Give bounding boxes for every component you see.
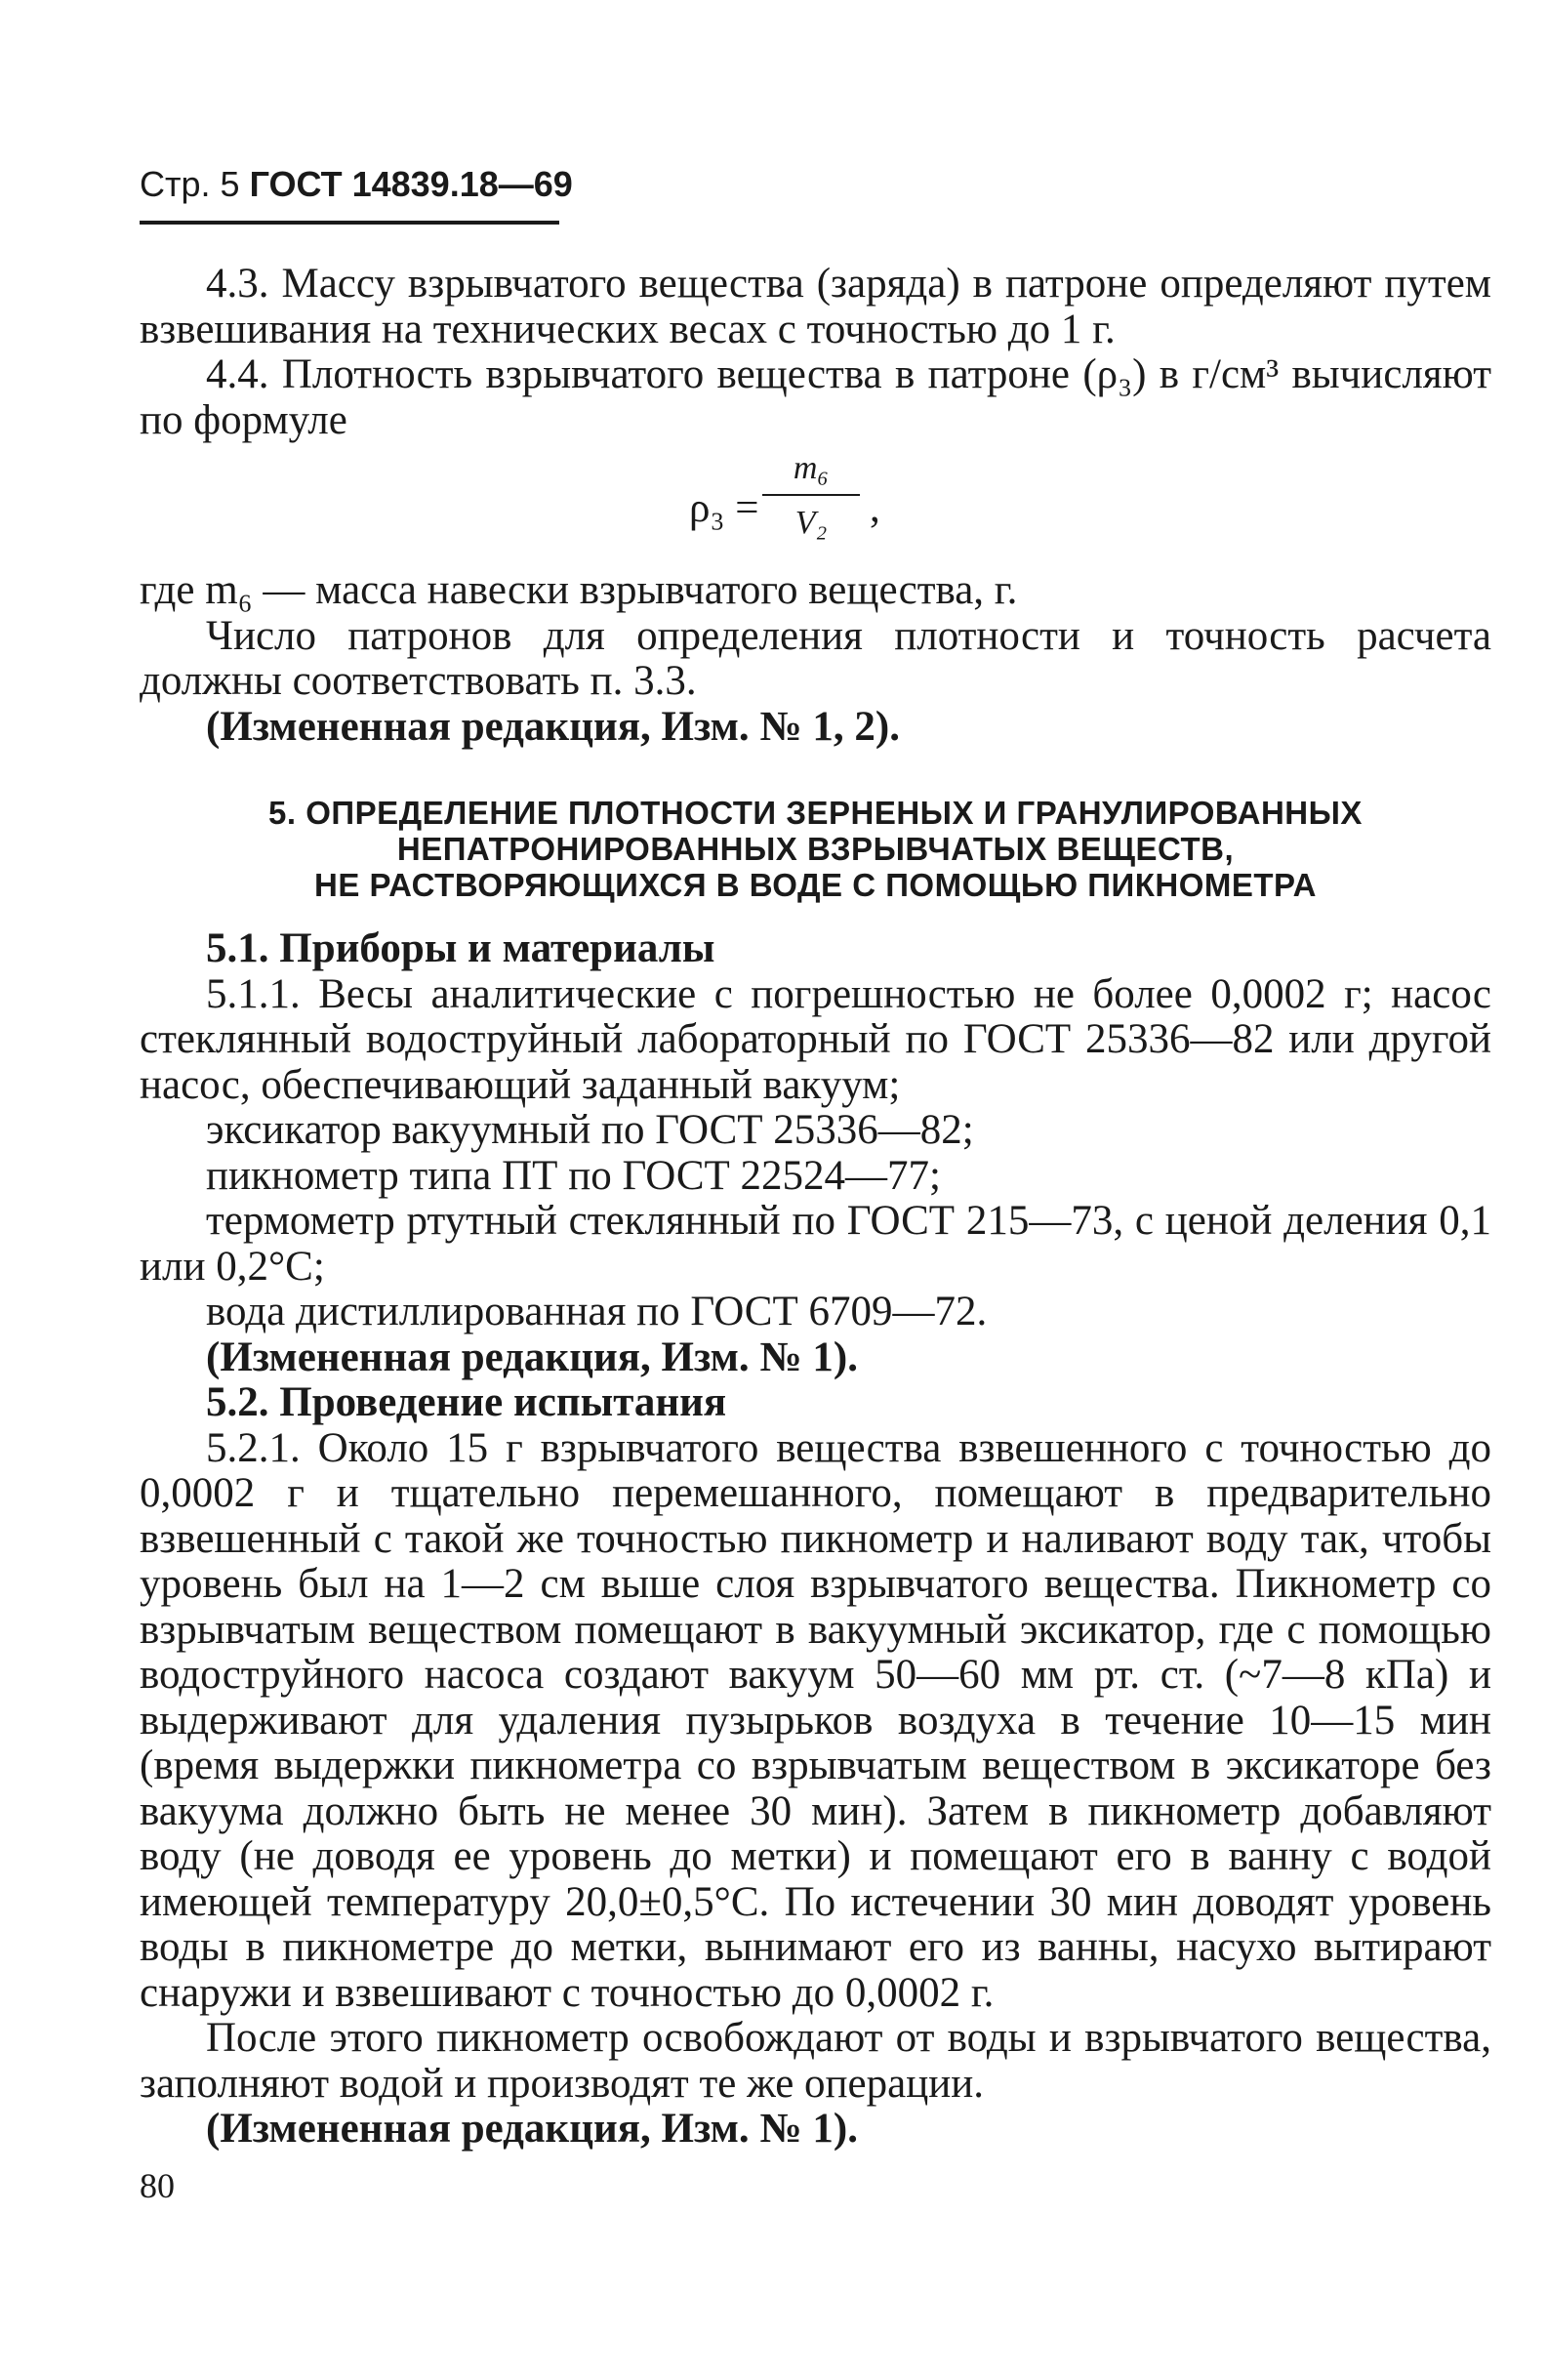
paragraph-where: где m₆ — масса навески взрывчатого вещества, г. [140,567,1018,613]
heading-5-2: 5.2. Проведение испытания [206,1379,727,1425]
item-water: вода дистиллированная по ГОСТ 6709—72. [206,1289,988,1334]
section-5-title-line-3: НЕ РАСТВОРЯЮЩИХСЯ В ВОДЕ С ПОМОЩЬЮ ПИКНОМЕТРА [314,867,1317,903]
item-pycnometer: пикнометр типа ПТ по ГОСТ 22524—77; [206,1152,941,1199]
paragraph-number-of-cartridges: Число патронов для определения плотности и точность расчета должны соответствовать п. 3.3. [140,612,1491,704]
revision-note-2: (Измененная редакция, Изм. № 1). [206,1334,858,1380]
running-header [140,164,573,205]
header-page-label: Стр. 5 [140,164,240,204]
formula-fraction [762,449,860,543]
item-thermometer: термометр ртутный стеклянный по ГОСТ 215—73, с ценой деления 0,1 или 0,2°С; [140,1198,1491,1290]
fraction-bar [762,494,860,496]
section-5-title-line-2: НЕПАТРОНИРОВАННЫХ ВЗРЫВЧАТЫХ ВЕЩЕСТВ, [396,831,1235,867]
section-5-title-line-1: 5. ОПРЕДЕЛЕНИЕ ПЛОТНОСТИ ЗЕРНЕНЫХ И ГРАНУЛИРОВАННЫХ [268,795,1363,831]
revision-note-1: (Измененная редакция, Изм. № 1, 2). [206,703,900,750]
revision-note-3: (Измененная редакция, Изм. № 1). [206,2106,858,2152]
document-body [140,262,1491,2153]
heading-5-1: 5.1. Приборы и материалы [206,925,715,971]
formula-numerator: m₆ [793,450,830,486]
paragraph-after: После этого пикнометр освобождают от воды и взрывчатого вещества, заполняют водой и производят те же операции. [140,2015,1491,2107]
item-exsiccator: эксикатор вакуумный по ГОСТ 25336—82; [206,1107,974,1153]
paragraph-5-1-1: 5.1.1. Весы аналитические с погрешностью не более 0,0002 г; насос стеклянный водоструйный лабораторный по ГОСТ 25336—82 или другой насос, обеспечивающий заданный вакуум; [140,970,1491,1108]
formula-trailing: , [870,485,880,531]
formula-lhs: ρ₃ = [689,485,759,531]
section-5-title [140,795,1491,903]
paragraph-5-2-1: 5.2.1. Около 15 г взрывчатого вещества взвешенного с точностью до 0,0002 г и тщательно перемешанного, помещают в предварительно взвешенный с такой же точностью пикнометр и наливают воду так, чтобы уровень был на 1—2 см выше слоя взрывчатого вещества. Пикнометр со взрывчатым веществом помещают в вакуумный эксикатор, где с помощью водоструйного насоса создают вакуум 50—60 мм рт. ст. (~7—8 кПа) и выдерживают для удаления пузырьков воздуха в течение 10—15 мин (время выдержки пикнометра со взрывчатым веществом в эксикаторе без вакуума должно быть не менее 30 мин). Затем в пикнометр добавляют воду (не доводя ее уровень до метки) и помещают его в ванну с водой имеющей температуру 20,0±0,5°С. По истечении 30 мин доводят уровень воды в пикнометре до метки, вынимают его из ванны, насухо вытирают снаружи и взвешивают с точностью до 0,0002 г. [140,1424,1491,2016]
header-rule [140,221,559,225]
page-number: 80 [140,2166,175,2205]
paragraph-4-4: 4.4. Плотность взрывчатого вещества в патроне (ρ₃) в г/см³ вычисляют по формуле [140,351,1491,443]
formula-denominator: V₂ [794,505,828,541]
density-formula [140,449,1491,564]
header-standard: ГОСТ 14839.18—69 [249,164,573,204]
paragraph-4-3: 4.3. Массу взрывчатого вещества (заряда) в патроне определяют путем взвешивания на технических весах с точностью до 1 г. [140,261,1491,352]
